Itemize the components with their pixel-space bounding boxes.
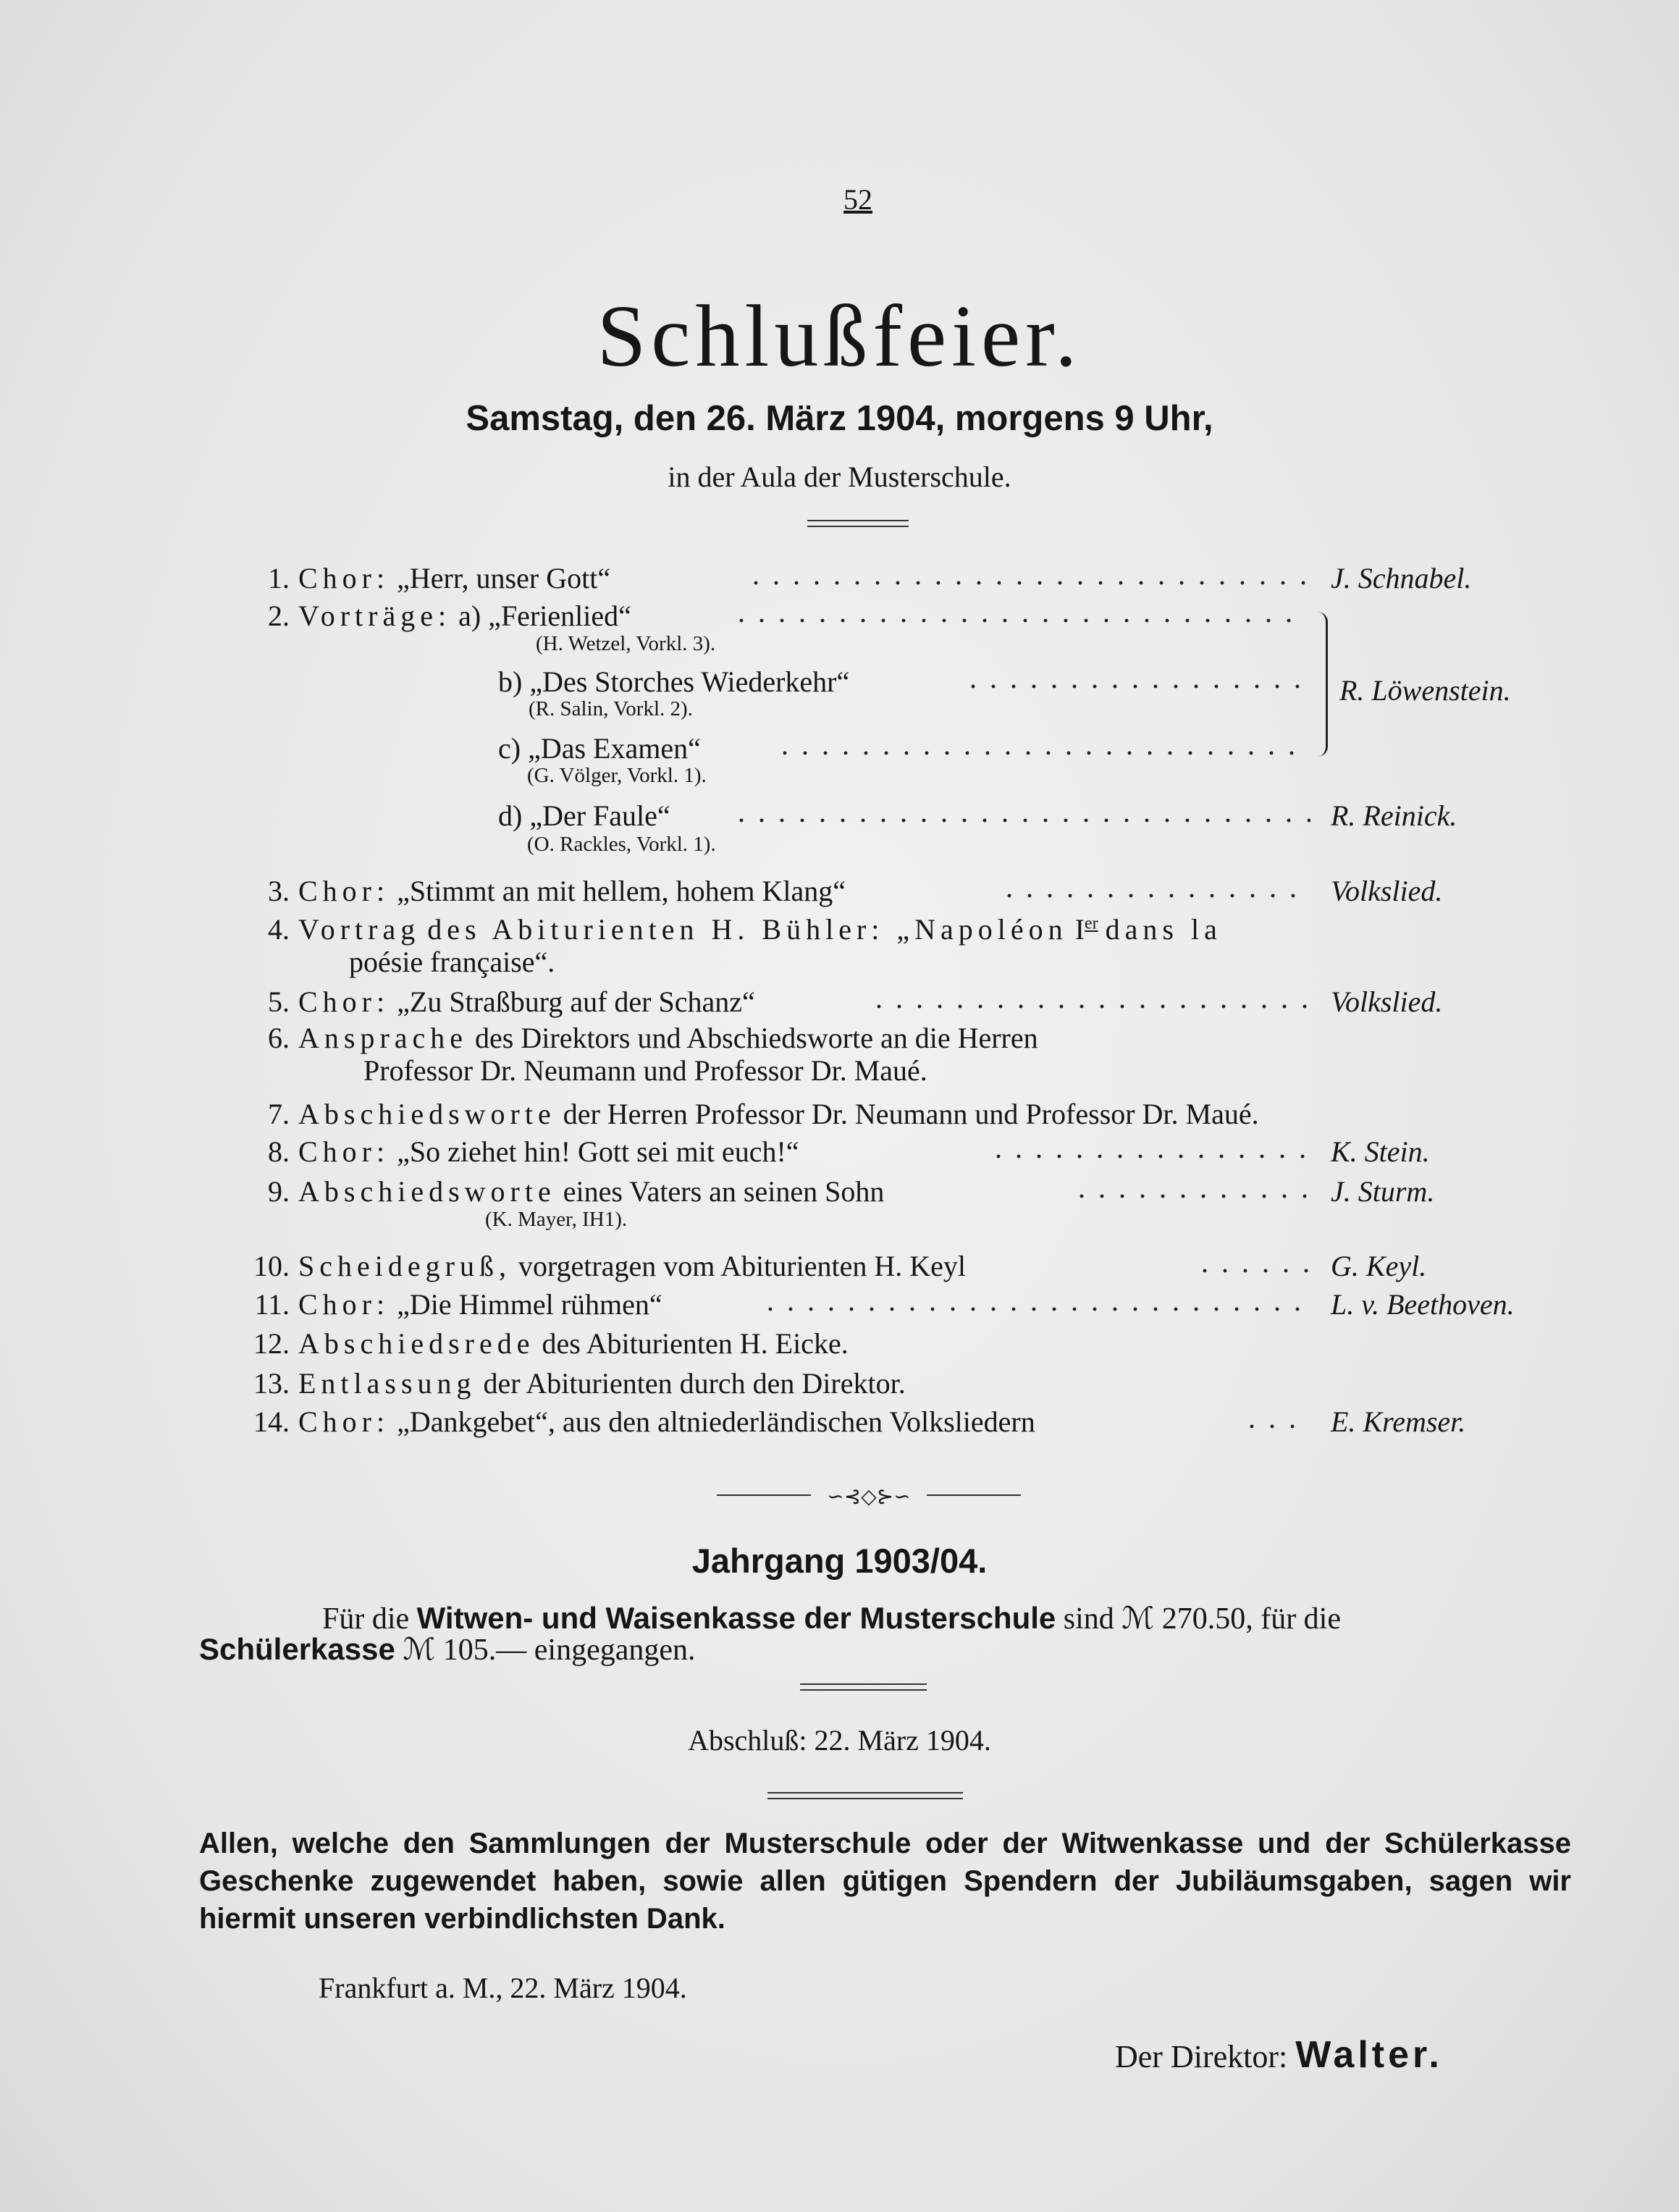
program-item: Vortrag des Abiturienten H. Bühler: „Napoléon Ier dans la bbox=[298, 913, 1222, 946]
performer-note: (K. Mayer, IH1). bbox=[485, 1208, 628, 1231]
signature: Der Direktor: Walter. bbox=[1115, 2034, 1443, 2076]
program-number: 12. bbox=[253, 1327, 290, 1360]
program-item: Vorträge: a) „Ferienlied“ bbox=[298, 600, 631, 632]
page-title: Schlußfeier. bbox=[597, 287, 1082, 385]
leader-dots bbox=[731, 618, 1303, 623]
program-number: 10. bbox=[253, 1250, 290, 1282]
program-number: 13. bbox=[253, 1367, 290, 1400]
divider bbox=[767, 1798, 963, 1799]
event-date: Samstag, den 26. März 1904, morgens 9 Uhr, bbox=[466, 399, 1213, 438]
closing-date: Abschluß: 22. März 1904. bbox=[688, 1724, 991, 1757]
leader-dots bbox=[746, 581, 1310, 585]
composer: K. Stein. bbox=[1331, 1135, 1430, 1168]
program-number: 7. bbox=[268, 1098, 290, 1130]
program-item: d) „Der Faule“ bbox=[498, 799, 670, 832]
program-item-continuation: poésie française“. bbox=[349, 946, 555, 978]
performer-note: (G. Völger, Vorkl. 1). bbox=[527, 764, 707, 787]
program-item: b) „Des Storches Wiederkehr“ bbox=[498, 665, 850, 698]
program-number: 5. bbox=[268, 985, 290, 1018]
leader-dots bbox=[963, 684, 1303, 689]
divider bbox=[807, 526, 909, 527]
leader-dots bbox=[869, 1004, 1310, 1009]
donation-line: Schülerkasse ℳ 105.— eingegangen. bbox=[199, 1632, 696, 1667]
leader-dots bbox=[1242, 1424, 1310, 1429]
composer: J. Sturm. bbox=[1331, 1175, 1435, 1208]
leader-dots bbox=[775, 751, 1303, 755]
performer-note: (H. Wetzel, Vorkl. 3). bbox=[536, 632, 716, 655]
composer: R. Löwenstein. bbox=[1339, 674, 1511, 707]
composer: G. Keyl. bbox=[1331, 1250, 1427, 1282]
program-item-continuation: Professor Dr. Neumann und Professor Dr. Maué. bbox=[363, 1054, 927, 1087]
program-number: 6. bbox=[268, 1022, 290, 1054]
program-item: Abschiedsrede des Abiturienten H. Eicke. bbox=[298, 1327, 849, 1360]
divider bbox=[800, 1689, 927, 1691]
composer: E. Kremser. bbox=[1331, 1405, 1466, 1438]
leader-dots bbox=[1195, 1269, 1310, 1273]
grouping-brace bbox=[1314, 612, 1328, 757]
composer: R. Reinick. bbox=[1331, 799, 1457, 832]
program-item: Chor: „So ziehet hin! Gott sei mit euch!“ bbox=[298, 1135, 799, 1168]
composer: Volkslied. bbox=[1331, 875, 1443, 907]
composer: L. v. Beethoven. bbox=[1331, 1288, 1515, 1321]
leader-dots bbox=[731, 818, 1310, 823]
divider bbox=[927, 1494, 1021, 1496]
program-number: 3. bbox=[268, 875, 290, 907]
program-number: 8. bbox=[268, 1135, 290, 1168]
program-item: Scheidegruß, vorgetragen vom Abiturienten H. Keyl bbox=[298, 1250, 966, 1282]
performer-note: (O. Rackles, Vorkl. 1). bbox=[527, 833, 716, 856]
divider bbox=[800, 1683, 927, 1685]
program-number: 2. bbox=[268, 600, 290, 632]
divider bbox=[767, 1792, 963, 1793]
leader-dots bbox=[760, 1307, 1310, 1311]
program-list bbox=[0, 558, 1679, 1463]
leader-dots bbox=[988, 1154, 1310, 1158]
program-item: Abschiedsworte der Herren Professor Dr. Neumann und Professor Dr. Maué. bbox=[298, 1098, 1259, 1130]
composer: J. Schnabel. bbox=[1331, 562, 1472, 594]
donation-line: Für die Witwen- und Waisenkasse der Musterschule sind ℳ 270.50, für die bbox=[322, 1601, 1341, 1636]
divider bbox=[807, 520, 909, 521]
program-item: Chor: „Die Himmel rühmen“ bbox=[298, 1288, 662, 1321]
section-heading: Jahrgang 1903/04. bbox=[691, 1542, 988, 1580]
signature-place-date: Frankfurt a. M., 22. März 1904. bbox=[319, 1972, 687, 2004]
program-item: c) „Das Examen“ bbox=[498, 732, 701, 765]
program-item: Entlassung der Abiturienten durch den Direktor. bbox=[298, 1367, 906, 1400]
performer-note: (R. Salin, Vorkl. 2). bbox=[529, 697, 693, 720]
program-number: 11. bbox=[254, 1288, 290, 1321]
program-number: 1. bbox=[268, 562, 290, 594]
leader-dots bbox=[1072, 1194, 1310, 1198]
ornament: ∽⊰◇⊱∽ bbox=[827, 1486, 911, 1508]
event-place: in der Aula der Musterschule. bbox=[668, 461, 1011, 493]
thanks-paragraph: Allen, welche den Sammlungen der Musterschule oder der Witwenkasse und der Schülerkasse Geschenke zugewendet haben, sowie allen gütigen Spendern der Jubiläumsgaben, sagen wir hiermit unseren verbindlichsten Dank. bbox=[199, 1828, 1571, 1935]
program-item: Chor: „Stimmt an mit hellem, hohem Klang“ bbox=[298, 875, 846, 907]
program-item: Chor: „Herr, unser Gott“ bbox=[298, 562, 611, 594]
program-number: 14. bbox=[253, 1405, 290, 1438]
program-item: Ansprache des Direktors und Abschiedsworte an die Herren bbox=[298, 1022, 1038, 1054]
composer: Volkslied. bbox=[1331, 985, 1443, 1018]
program-number: 4. bbox=[268, 913, 290, 946]
divider bbox=[717, 1494, 811, 1496]
program-item: Chor: „Zu Straßburg auf der Schanz“ bbox=[298, 985, 755, 1018]
leader-dots bbox=[999, 893, 1310, 898]
page-number: 52 bbox=[843, 183, 872, 216]
program-number: 9. bbox=[268, 1175, 290, 1208]
program-item: Chor: „Dankgebet“, aus den altniederländischen Volksliedern bbox=[298, 1405, 1035, 1438]
program-item: Abschiedsworte eines Vaters an seinen Sohn bbox=[298, 1175, 885, 1208]
